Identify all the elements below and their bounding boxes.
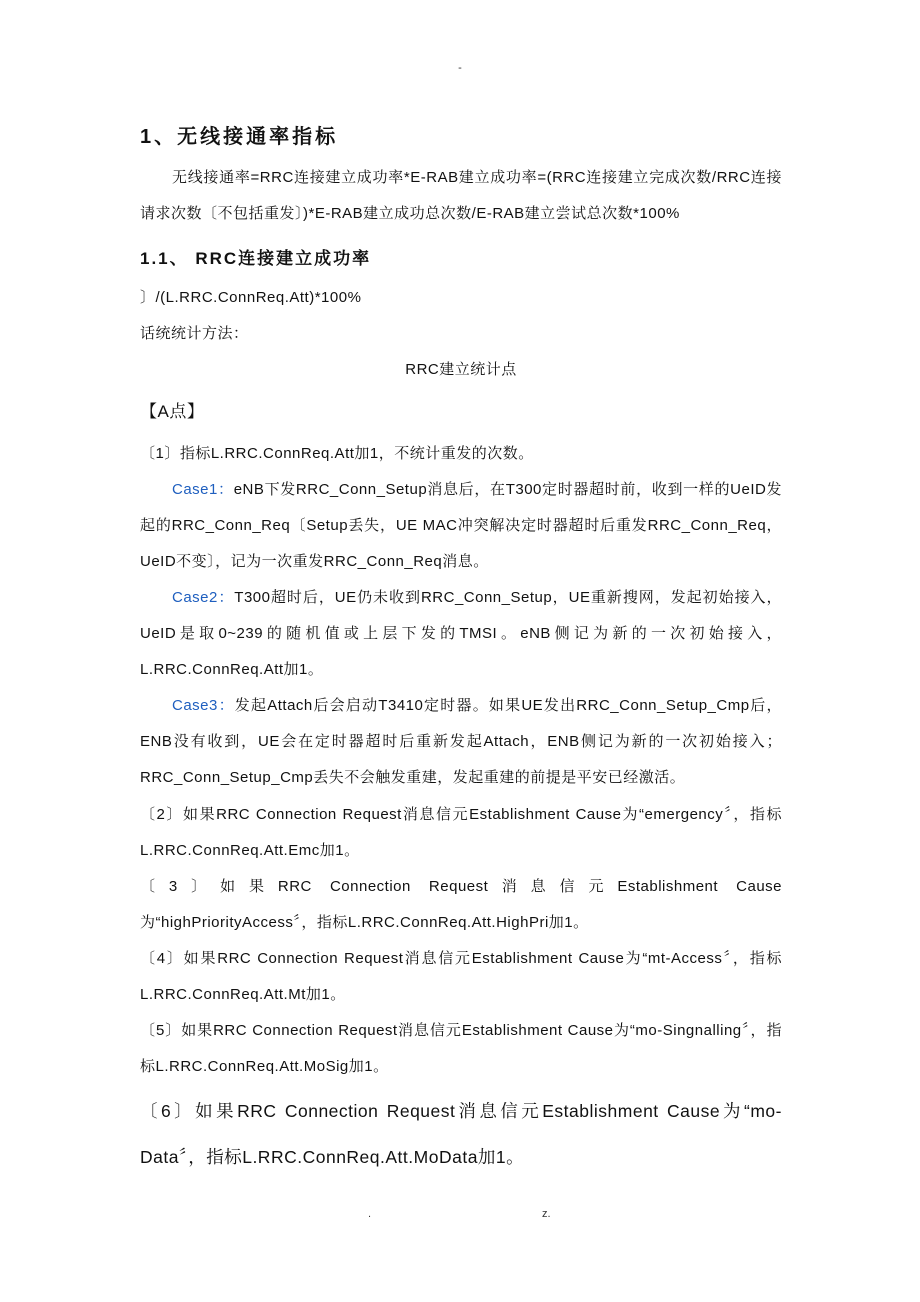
page-footer-right: z. [542, 1208, 551, 1220]
page-header-mark: - [458, 62, 462, 74]
case-2-label: Case2： [172, 589, 235, 606]
item-5: 〔5〕如果RRC Connection Request消息信元Establishment Cause为“mo-Singnalling〞，指标L.RRC.ConnReq.Att.MoSig加1。 [140, 1022, 782, 1075]
item-3: 〔3〕如果RRC Connection Request消息信元Establishment Cause为“highPriorityAccess〞，指标L.RRC.ConnReq.Att.HighPri加1。 [140, 878, 782, 931]
case-1-text: eNB下发RRC_Conn_Setup消息后，在T300定时器超时前，收到一样的UeID发起的RRC_Conn_Req〔Setup丢失，UE MAC冲突解决定时器超时后重发RRC_Conn_Req，UeID不变〕，记为一次重发RRC_Conn_Req消息。 [140, 481, 782, 570]
section-1-heading: 1、无线接通率指标 [140, 126, 339, 148]
case-3-text: 发起Attach后会启动T3410定时器。如果UE发出RRC_Conn_Setup_Cmp后，ENB没有收到，UE会在定时器超时后重新发起Attach，ENB侧记为新的一次初始接入；RRC_Conn_Setup_Cmp丢失不会触发重建，发起重建的前提是平安已经激活。 [140, 697, 782, 786]
statistics-method-label: 话统统计方法： [140, 325, 249, 342]
page-footer-left: . [368, 1208, 372, 1220]
wireless-access-formula: 无线接通率=RRC连接建立成功率*E-RAB建立成功率=(RRC连接建立完成次数/RRC连接请求次数〔不包括重发〕)*E-RAB建立成功总次数/E-RAB建立尝试总次数*100% [140, 169, 782, 222]
case-2-text: T300超时后，UE仍未收到RRC_Conn_Setup，UE重新搜网，发起初始接入，UeID是取0~239的随机值或上层下发的TMSI。eNB侧记为新的一次初始接入，L.RRC.ConnReq.Att加1。 [140, 589, 782, 678]
case-1-label: Case1： [172, 481, 234, 498]
point-a-label: 【A点】 [140, 402, 205, 421]
case-3-paragraph [140, 688, 782, 796]
item-2: 〔2〕如果RRC Connection Request消息信元Establishment Cause为“emergency〞，指标L.RRC.ConnReq.Att.Emc加1。 [140, 806, 782, 859]
item-4: 〔4〕如果RRC Connection Request消息信元Establishment Cause为“mt-Access〞，指标L.RRC.ConnReq.Att.Mt加1。 [140, 950, 782, 1003]
item-1: 〔1〕指标L.RRC.ConnReq.Att加1，不统计重发的次数。 [140, 445, 534, 462]
item-6: 〔6〕如果RRC Connection Request消息信元Establishment Cause为“mo-Data〞，指标L.RRC.ConnReq.Att.MoData加1。 [140, 1101, 782, 1167]
rrc-formula-tail: 〕/(L.RRC.ConnReq.Att)*100% [140, 289, 362, 306]
figure-caption: RRC建立统计点 [405, 361, 517, 378]
section-1-1-heading: 1.1、 RRC连接建立成功率 [140, 249, 372, 268]
case-2-paragraph [140, 580, 782, 688]
case-1-paragraph [140, 472, 782, 580]
case-3-label: Case3： [172, 697, 235, 714]
